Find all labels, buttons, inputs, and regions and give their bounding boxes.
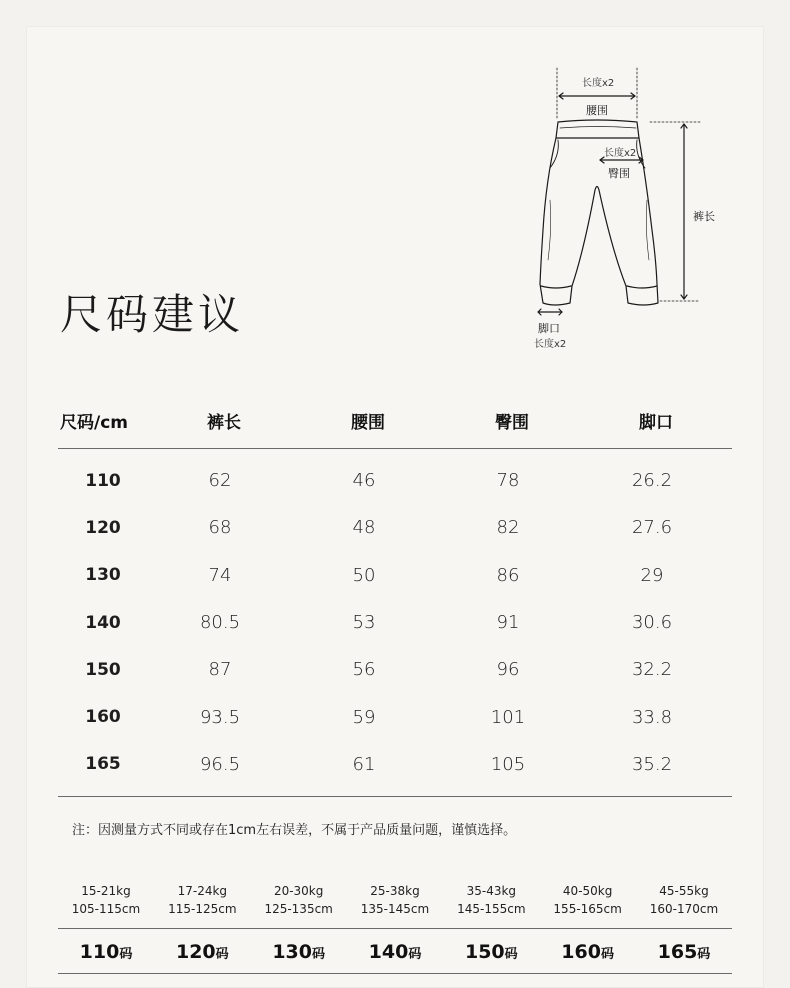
cell-cuff: 26.2 (631, 470, 673, 492)
guide-size-number: 110 (79, 941, 120, 963)
guide-size-number: 150 (464, 941, 505, 963)
cell-length: 68 (208, 517, 232, 539)
cell-size: 110 (85, 470, 121, 491)
table-row (58, 741, 732, 788)
cell-waist: 50 (352, 564, 376, 586)
cell-size: 150 (85, 659, 121, 680)
guide-size-unit: 码 (311, 947, 325, 962)
cell-cuff: 35.2 (631, 753, 673, 775)
guide-size-unit: 码 (119, 947, 133, 962)
guide-item (636, 882, 732, 918)
waist-length-note: 长度x2 (582, 78, 615, 89)
cuff-length-note: 长度x2 (534, 339, 567, 350)
cell-size: 120 (85, 517, 121, 538)
guide-size-unit: 码 (600, 947, 614, 962)
cell-length: 74 (208, 564, 232, 586)
guide-size-number: 160 (561, 941, 601, 963)
guide-ranges (58, 882, 732, 918)
cell-hip: 78 (496, 470, 520, 492)
guide-size (58, 941, 154, 963)
guide-item (251, 882, 347, 918)
guide-size-unit: 码 (215, 947, 229, 962)
cell-hip: 96 (496, 659, 520, 681)
guide-size-number: 140 (368, 941, 409, 963)
guide-weight: 45-55kg (659, 884, 709, 898)
cell-size: 165 (85, 754, 121, 775)
cell-cuff: 27.6 (631, 517, 673, 539)
cell-length: 87 (208, 659, 232, 681)
guide-size (347, 941, 443, 963)
cell-hip: 105 (490, 753, 526, 775)
length-label: 裤长 (693, 210, 715, 223)
guide-weight: 17-24kg (177, 884, 228, 898)
cell-hip: 86 (496, 564, 520, 586)
table-row (58, 552, 732, 599)
cuff-label: 脚口 (538, 322, 560, 335)
hip-length-note: 长度x2 (604, 148, 637, 159)
guide-size-unit: 码 (697, 947, 711, 962)
cell-length: 93.5 (199, 706, 241, 728)
waist-label: 腰围 (586, 104, 608, 117)
guide-height: 160-170cm (649, 902, 719, 916)
cell-waist: 61 (352, 753, 376, 775)
cell-length: 62 (208, 470, 232, 492)
cell-size: 160 (85, 707, 121, 728)
guide-item (540, 882, 636, 918)
guide-size (154, 941, 250, 963)
guide-size (251, 941, 347, 963)
guide-divider (58, 928, 732, 929)
cell-hip: 101 (490, 706, 526, 728)
guide-size (540, 941, 636, 963)
guide-height: 125-135cm (264, 902, 333, 916)
guide-item (347, 882, 443, 918)
cell-cuff: 33.8 (631, 706, 673, 728)
guide-weight: 25-38kg (370, 884, 420, 898)
cell-waist: 59 (352, 706, 376, 728)
guide-item (58, 882, 154, 918)
page-title: 尺码建议 (60, 290, 245, 339)
guide-weight: 35-43kg (466, 884, 517, 898)
guide-height: 115-125cm (168, 902, 237, 916)
size-guide (58, 882, 732, 974)
header-length: 裤长 (207, 412, 241, 433)
header-waist: 腰围 (351, 412, 385, 433)
cell-length: 96.5 (199, 753, 241, 775)
table-row (58, 646, 732, 693)
guide-size-number: 165 (657, 941, 698, 963)
table-row (58, 599, 732, 646)
cell-cuff: 29 (640, 564, 664, 586)
cell-waist: 53 (352, 612, 376, 634)
guide-size (636, 941, 732, 963)
cell-waist: 46 (352, 470, 376, 492)
cell-length: 80.5 (199, 612, 241, 634)
cell-hip: 91 (496, 612, 520, 634)
guide-item (154, 882, 250, 918)
table-body (58, 449, 732, 797)
guide-size-number: 130 (272, 941, 312, 963)
header-size: 尺码/cm (60, 412, 128, 433)
cell-cuff: 30.6 (631, 612, 673, 634)
header-hip: 臀围 (495, 412, 529, 433)
table-row (58, 504, 732, 551)
guide-size (443, 941, 539, 963)
guide-bottom-divider (58, 973, 732, 974)
table-row (58, 693, 732, 740)
guide-size-number: 120 (175, 941, 216, 963)
guide-size-unit: 码 (504, 947, 518, 962)
cell-size: 140 (85, 612, 121, 633)
size-table (58, 392, 732, 797)
guide-height: 105-115cm (71, 902, 141, 916)
hip-label: 臀围 (608, 167, 630, 180)
cell-waist: 56 (352, 659, 376, 681)
table-header (58, 392, 732, 449)
guide-height: 135-145cm (360, 902, 430, 916)
cell-hip: 82 (496, 517, 520, 539)
guide-size-unit: 码 (408, 947, 422, 962)
table-row (58, 457, 732, 504)
cell-cuff: 32.2 (631, 659, 673, 681)
guide-sizes (58, 941, 732, 963)
header-cuff: 脚口 (639, 412, 673, 433)
guide-height: 155-165cm (553, 902, 622, 916)
cell-size: 130 (85, 565, 121, 586)
measurement-note: 注：因测量方式不同或存在1cm左右误差，不属于产品质量问题，谨慎选择。 (72, 823, 517, 838)
guide-item (443, 882, 539, 918)
guide-height: 145-155cm (457, 902, 526, 916)
pants-diagram (510, 60, 740, 360)
cell-waist: 48 (352, 517, 376, 539)
guide-weight: 15-21kg (81, 884, 131, 898)
guide-weight: 40-50kg (562, 884, 613, 898)
guide-weight: 20-30kg (273, 884, 324, 898)
